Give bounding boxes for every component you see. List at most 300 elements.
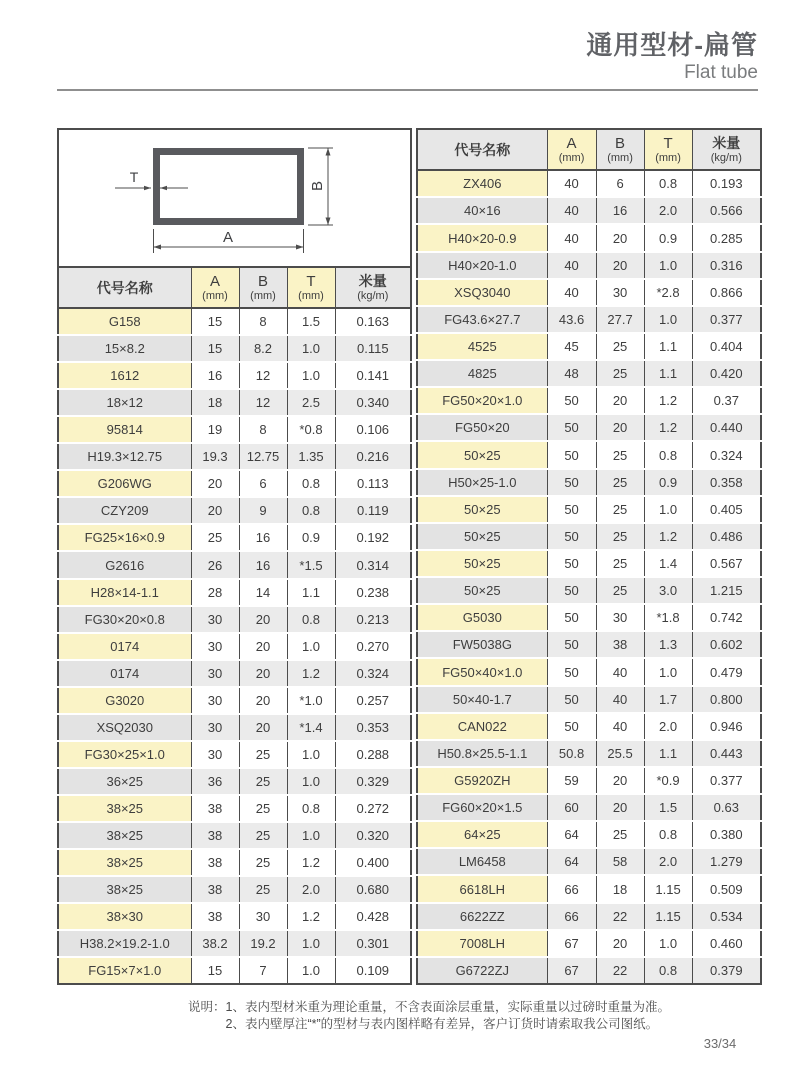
value-cell: 9 xyxy=(239,497,287,524)
value-cell: 0.602 xyxy=(692,631,761,658)
profile-code-cell: FW5038G xyxy=(417,631,547,658)
spec-tables xyxy=(57,128,762,985)
value-cell: 1.7 xyxy=(644,686,692,713)
table-row xyxy=(417,631,761,658)
value-cell: 25 xyxy=(191,524,239,551)
diagram-label-b: B xyxy=(309,181,327,192)
value-cell: 25 xyxy=(596,496,644,523)
value-cell: 50 xyxy=(547,387,596,414)
value-cell: 50 xyxy=(547,523,596,550)
value-cell: 30 xyxy=(596,604,644,631)
value-cell: 1.0 xyxy=(644,306,692,333)
value-cell: 1.15 xyxy=(644,903,692,930)
value-cell: 16 xyxy=(239,524,287,551)
table-row xyxy=(58,308,411,335)
value-cell: 30 xyxy=(191,606,239,633)
profile-code-cell: 50×25 xyxy=(417,441,547,468)
value-cell: 38 xyxy=(596,631,644,658)
value-cell: 0.329 xyxy=(335,768,411,795)
value-cell: 19 xyxy=(191,416,239,443)
value-cell: 1.0 xyxy=(287,930,335,957)
value-cell: 25 xyxy=(239,849,287,876)
footnote-line-1: 1、表内型材米重为理论重量，不含表面涂层重量，实际重量以过磅时重量为准。 xyxy=(225,1000,670,1014)
profile-code-cell: FG43.6×27.7 xyxy=(417,306,547,333)
value-cell: 0.380 xyxy=(692,821,761,848)
value-cell: 0.8 xyxy=(644,821,692,848)
value-cell: 30 xyxy=(191,741,239,768)
value-cell: 0.238 xyxy=(335,579,411,606)
value-cell: 50 xyxy=(547,414,596,441)
value-cell: 0.443 xyxy=(692,740,761,767)
value-cell: 25 xyxy=(596,821,644,848)
value-cell: 18 xyxy=(596,875,644,902)
value-cell: 0.428 xyxy=(335,903,411,930)
value-cell: 50 xyxy=(547,441,596,468)
value-cell: 25 xyxy=(239,741,287,768)
value-cell: 50 xyxy=(547,604,596,631)
profile-code-cell: G158 xyxy=(58,308,191,335)
value-cell: 1.5 xyxy=(287,308,335,335)
profile-code-cell: G206WG xyxy=(58,470,191,497)
value-cell: 30 xyxy=(191,687,239,714)
value-cell: 0.216 xyxy=(335,443,411,470)
profile-code-cell: H28×14-1.1 xyxy=(58,579,191,606)
value-cell: 0.340 xyxy=(335,389,411,416)
value-cell: *0.9 xyxy=(644,767,692,794)
value-cell: 0.9 xyxy=(644,224,692,251)
value-cell: 1.0 xyxy=(644,496,692,523)
profile-code-cell: XSQ2030 xyxy=(58,714,191,741)
value-cell: *1.5 xyxy=(287,551,335,578)
value-cell: 1.0 xyxy=(287,957,335,984)
table-row xyxy=(58,524,411,551)
value-cell: 25 xyxy=(596,360,644,387)
table-row xyxy=(58,362,411,389)
value-cell: 0.509 xyxy=(692,875,761,902)
profile-code-cell: FG50×20 xyxy=(417,414,547,441)
value-cell: 50.8 xyxy=(547,740,596,767)
value-cell: 66 xyxy=(547,875,596,902)
value-cell: 0.742 xyxy=(692,604,761,631)
profile-code-cell: 38×25 xyxy=(58,876,191,903)
value-cell: 18 xyxy=(191,389,239,416)
value-cell: 0.316 xyxy=(692,252,761,279)
table-row xyxy=(58,633,411,660)
value-cell: 20 xyxy=(191,470,239,497)
value-cell: 0.314 xyxy=(335,551,411,578)
value-cell: 2.0 xyxy=(644,197,692,224)
value-cell: 40 xyxy=(596,658,644,685)
value-cell: 1.1 xyxy=(644,333,692,360)
value-cell: 0.460 xyxy=(692,930,761,957)
col-header-name: 代号名称 xyxy=(58,267,191,308)
value-cell: *1.8 xyxy=(644,604,692,631)
footnote-label: 说明： xyxy=(188,1000,226,1014)
profile-code-cell: LM6458 xyxy=(417,848,547,875)
value-cell: 0.8 xyxy=(287,795,335,822)
value-cell: 67 xyxy=(547,930,596,957)
profile-code-cell: FG15×7×1.0 xyxy=(58,957,191,984)
page-subtitle: Flat tube xyxy=(684,62,758,83)
table-row xyxy=(417,713,761,740)
value-cell: 0.400 xyxy=(335,849,411,876)
table-row xyxy=(417,496,761,523)
profile-code-cell: H40×20-0.9 xyxy=(417,224,547,251)
value-cell: 6 xyxy=(596,170,644,197)
profile-code-cell: 6618LH xyxy=(417,875,547,902)
value-cell: 38 xyxy=(191,822,239,849)
value-cell: 0.680 xyxy=(335,876,411,903)
value-cell: 0.324 xyxy=(692,441,761,468)
value-cell: 0.8 xyxy=(644,441,692,468)
profile-code-cell: G5920ZH xyxy=(417,767,547,794)
value-cell: 2.0 xyxy=(644,848,692,875)
profile-code-cell: FG30×25×1.0 xyxy=(58,741,191,768)
profile-code-cell: FG25×16×0.9 xyxy=(58,524,191,551)
value-cell: 0.285 xyxy=(692,224,761,251)
profile-code-cell: 40×16 xyxy=(417,197,547,224)
footnote-line-2: 2、表内壁厚注“*”的型材与表内图样略有差异，客户订货时请索取我公司图纸。 xyxy=(225,1017,659,1031)
diagram-cell xyxy=(58,129,411,267)
value-cell: 0.109 xyxy=(335,957,411,984)
value-cell: 2.0 xyxy=(287,876,335,903)
table-row xyxy=(58,795,411,822)
value-cell: 38 xyxy=(191,795,239,822)
value-cell: 40 xyxy=(547,170,596,197)
col-header-name: 代号名称 xyxy=(417,129,547,170)
table-row xyxy=(417,523,761,550)
value-cell: 25 xyxy=(596,469,644,496)
value-cell: 14 xyxy=(239,579,287,606)
value-cell: 0.404 xyxy=(692,333,761,360)
value-cell: 1.0 xyxy=(287,768,335,795)
page-header xyxy=(57,0,758,83)
value-cell: 64 xyxy=(547,848,596,875)
profile-code-cell: H50×25-1.0 xyxy=(417,469,547,496)
value-cell: 0.8 xyxy=(287,497,335,524)
table-row xyxy=(58,741,411,768)
table-row xyxy=(417,930,761,957)
profile-code-cell: XSQ3040 xyxy=(417,279,547,306)
value-cell: 22 xyxy=(596,903,644,930)
profile-code-cell: 18×12 xyxy=(58,389,191,416)
value-cell: 8 xyxy=(239,308,287,335)
value-cell: 1.279 xyxy=(692,848,761,875)
value-cell: 0.377 xyxy=(692,306,761,333)
table-row xyxy=(58,822,411,849)
table-row xyxy=(58,876,411,903)
value-cell: 20 xyxy=(596,414,644,441)
table-row xyxy=(417,821,761,848)
left-spec-table xyxy=(57,128,412,985)
profile-code-cell: 6622ZZ xyxy=(417,903,547,930)
profile-code-cell: 4825 xyxy=(417,360,547,387)
value-cell: 25 xyxy=(596,441,644,468)
table-row xyxy=(417,767,761,794)
value-cell: 0.192 xyxy=(335,524,411,551)
value-cell: 1.0 xyxy=(287,741,335,768)
value-cell: 50 xyxy=(547,686,596,713)
value-cell: 0.567 xyxy=(692,550,761,577)
profile-code-cell: 50×25 xyxy=(417,496,547,523)
value-cell: *0.8 xyxy=(287,416,335,443)
value-cell: 0.320 xyxy=(335,822,411,849)
table-row xyxy=(58,551,411,578)
value-cell: 59 xyxy=(547,767,596,794)
table-row xyxy=(417,848,761,875)
value-cell: 20 xyxy=(596,224,644,251)
page-number: 33/34 xyxy=(703,1036,737,1051)
page-title: 通用型材-扁管 xyxy=(586,30,758,60)
value-cell: 26 xyxy=(191,551,239,578)
value-cell: 16 xyxy=(191,362,239,389)
profile-code-cell: 64×25 xyxy=(417,821,547,848)
profile-code-cell: FG50×20×1.0 xyxy=(417,387,547,414)
table-row xyxy=(58,497,411,524)
value-cell: 38 xyxy=(191,876,239,903)
header-divider xyxy=(57,89,758,91)
value-cell: 20 xyxy=(596,767,644,794)
value-cell: 0.479 xyxy=(692,658,761,685)
profile-code-cell: 50×25 xyxy=(417,523,547,550)
value-cell: 40 xyxy=(547,252,596,279)
value-cell: 1.2 xyxy=(287,903,335,930)
value-cell: 64 xyxy=(547,821,596,848)
profile-code-cell: G2616 xyxy=(58,551,191,578)
value-cell: 50 xyxy=(547,577,596,604)
table-row xyxy=(417,875,761,902)
value-cell: 0.420 xyxy=(692,360,761,387)
profile-code-cell: H40×20-1.0 xyxy=(417,252,547,279)
value-cell: 1.1 xyxy=(644,740,692,767)
value-cell: 2.0 xyxy=(644,713,692,740)
value-cell: 3.0 xyxy=(644,577,692,604)
value-cell: 0.9 xyxy=(644,469,692,496)
table-row xyxy=(417,441,761,468)
value-cell: 50 xyxy=(547,469,596,496)
table-row xyxy=(417,686,761,713)
profile-code-cell: G5030 xyxy=(417,604,547,631)
profile-code-cell: CAN022 xyxy=(417,713,547,740)
table-row xyxy=(417,604,761,631)
table-row xyxy=(417,794,761,821)
value-cell: 0.270 xyxy=(335,633,411,660)
profile-code-cell: 15×8.2 xyxy=(58,335,191,362)
value-cell: 0.301 xyxy=(335,930,411,957)
value-cell: 50 xyxy=(547,496,596,523)
table-row xyxy=(58,714,411,741)
table-row xyxy=(58,930,411,957)
profile-code-cell: 0174 xyxy=(58,633,191,660)
value-cell: 20 xyxy=(596,794,644,821)
value-cell: 0.37 xyxy=(692,387,761,414)
value-cell: 0.324 xyxy=(335,660,411,687)
value-cell: 40 xyxy=(547,224,596,251)
table-row xyxy=(58,957,411,984)
value-cell: 7 xyxy=(239,957,287,984)
value-cell: 1.1 xyxy=(644,360,692,387)
table-row xyxy=(58,903,411,930)
value-cell: 40 xyxy=(547,197,596,224)
footnote-lines xyxy=(226,999,670,1033)
profile-code-cell: 7008LH xyxy=(417,930,547,957)
value-cell: 43.6 xyxy=(547,306,596,333)
value-cell: 0.163 xyxy=(335,308,411,335)
value-cell: 0.115 xyxy=(335,335,411,362)
table-row xyxy=(417,252,761,279)
value-cell: 0.8 xyxy=(644,170,692,197)
value-cell: 0.113 xyxy=(335,470,411,497)
value-cell: 40 xyxy=(547,279,596,306)
value-cell: 0.486 xyxy=(692,523,761,550)
value-cell: 1.2 xyxy=(644,414,692,441)
value-cell: 25 xyxy=(596,550,644,577)
value-cell: 0.8 xyxy=(287,470,335,497)
value-cell: 20 xyxy=(239,606,287,633)
value-cell: 1.215 xyxy=(692,577,761,604)
value-cell: 50 xyxy=(547,550,596,577)
col-header-a: A (mm) xyxy=(191,267,239,308)
profile-code-cell: 38×25 xyxy=(58,822,191,849)
value-cell: 20 xyxy=(596,930,644,957)
value-cell: 25 xyxy=(239,822,287,849)
value-cell: 0.106 xyxy=(335,416,411,443)
profile-code-cell: FG30×20×0.8 xyxy=(58,606,191,633)
value-cell: 58 xyxy=(596,848,644,875)
value-cell: 12 xyxy=(239,362,287,389)
value-cell: *1.0 xyxy=(287,687,335,714)
col-header-t: T (mm) xyxy=(644,129,692,170)
value-cell: 8.2 xyxy=(239,335,287,362)
value-cell: 1.0 xyxy=(287,822,335,849)
value-cell: 0.8 xyxy=(644,957,692,984)
value-cell: 0.119 xyxy=(335,497,411,524)
value-cell: 27.7 xyxy=(596,306,644,333)
value-cell: *2.8 xyxy=(644,279,692,306)
table-row xyxy=(58,416,411,443)
value-cell: 40 xyxy=(596,686,644,713)
value-cell: 15 xyxy=(191,957,239,984)
profile-code-cell: H19.3×12.75 xyxy=(58,443,191,470)
value-cell: 1.0 xyxy=(287,335,335,362)
value-cell: 12.75 xyxy=(239,443,287,470)
value-cell: 1.0 xyxy=(287,633,335,660)
table-row xyxy=(58,443,411,470)
value-cell: 0.353 xyxy=(335,714,411,741)
profile-code-cell: 38×25 xyxy=(58,795,191,822)
value-cell: 1.0 xyxy=(644,930,692,957)
tube-outline xyxy=(157,152,301,222)
value-cell: 50 xyxy=(547,658,596,685)
value-cell: 67 xyxy=(547,957,596,984)
table-header-row xyxy=(58,267,411,308)
value-cell: 0.566 xyxy=(692,197,761,224)
value-cell: 0.866 xyxy=(692,279,761,306)
table-row xyxy=(58,687,411,714)
value-cell: 20 xyxy=(191,497,239,524)
value-cell: 0.440 xyxy=(692,414,761,441)
table-row xyxy=(417,360,761,387)
value-cell: 1.5 xyxy=(644,794,692,821)
table-row xyxy=(58,335,411,362)
value-cell: 20 xyxy=(239,687,287,714)
value-cell: 19.3 xyxy=(191,443,239,470)
value-cell: 0.377 xyxy=(692,767,761,794)
table-row xyxy=(417,279,761,306)
table-header-row xyxy=(417,129,761,170)
col-header-a: A (mm) xyxy=(547,129,596,170)
value-cell: 66 xyxy=(547,903,596,930)
profile-code-cell: 1612 xyxy=(58,362,191,389)
value-cell: 22 xyxy=(596,957,644,984)
value-cell: 25 xyxy=(239,795,287,822)
value-cell: 2.5 xyxy=(287,389,335,416)
value-cell: 1.2 xyxy=(287,849,335,876)
profile-code-cell: H38.2×19.2-1.0 xyxy=(58,930,191,957)
value-cell: 20 xyxy=(596,387,644,414)
value-cell: 6 xyxy=(239,470,287,497)
table-row xyxy=(417,414,761,441)
table-row xyxy=(58,660,411,687)
value-cell: 25 xyxy=(596,333,644,360)
profile-code-cell: CZY209 xyxy=(58,497,191,524)
value-cell: 20 xyxy=(239,660,287,687)
value-cell: 0.8 xyxy=(287,606,335,633)
value-cell: 0.800 xyxy=(692,686,761,713)
value-cell: 30 xyxy=(191,633,239,660)
profile-code-cell: H50.8×25.5-1.1 xyxy=(417,740,547,767)
table-row xyxy=(417,469,761,496)
table-row xyxy=(58,606,411,633)
value-cell: 38.2 xyxy=(191,930,239,957)
value-cell: 20 xyxy=(239,714,287,741)
value-cell: 45 xyxy=(547,333,596,360)
profile-code-cell: 50×40-1.7 xyxy=(417,686,547,713)
profile-code-cell: 95814 xyxy=(58,416,191,443)
value-cell: 0.288 xyxy=(335,741,411,768)
profile-code-cell: 38×25 xyxy=(58,849,191,876)
value-cell: 0.213 xyxy=(335,606,411,633)
table-row xyxy=(417,577,761,604)
table-row xyxy=(417,306,761,333)
diagram-row xyxy=(58,129,411,267)
value-cell: 28 xyxy=(191,579,239,606)
value-cell: 0.534 xyxy=(692,903,761,930)
value-cell: 15 xyxy=(191,335,239,362)
value-cell: 1.2 xyxy=(644,523,692,550)
value-cell: 50 xyxy=(547,631,596,658)
value-cell: 30 xyxy=(239,903,287,930)
diagram-label-t: T xyxy=(129,169,139,186)
footnotes xyxy=(188,999,670,1033)
value-cell: 38 xyxy=(191,849,239,876)
table-row xyxy=(417,333,761,360)
value-cell: 0.193 xyxy=(692,170,761,197)
profile-code-cell: 50×25 xyxy=(417,577,547,604)
value-cell: 36 xyxy=(191,768,239,795)
value-cell: 12 xyxy=(239,389,287,416)
table-row xyxy=(58,470,411,497)
value-cell: 25 xyxy=(596,523,644,550)
value-cell: 25.5 xyxy=(596,740,644,767)
value-cell: 30 xyxy=(191,660,239,687)
profile-code-cell: 36×25 xyxy=(58,768,191,795)
value-cell: 0.9 xyxy=(287,524,335,551)
value-cell: 38 xyxy=(191,903,239,930)
value-cell: 40 xyxy=(596,713,644,740)
table-row xyxy=(58,768,411,795)
right-spec-table xyxy=(416,128,762,985)
